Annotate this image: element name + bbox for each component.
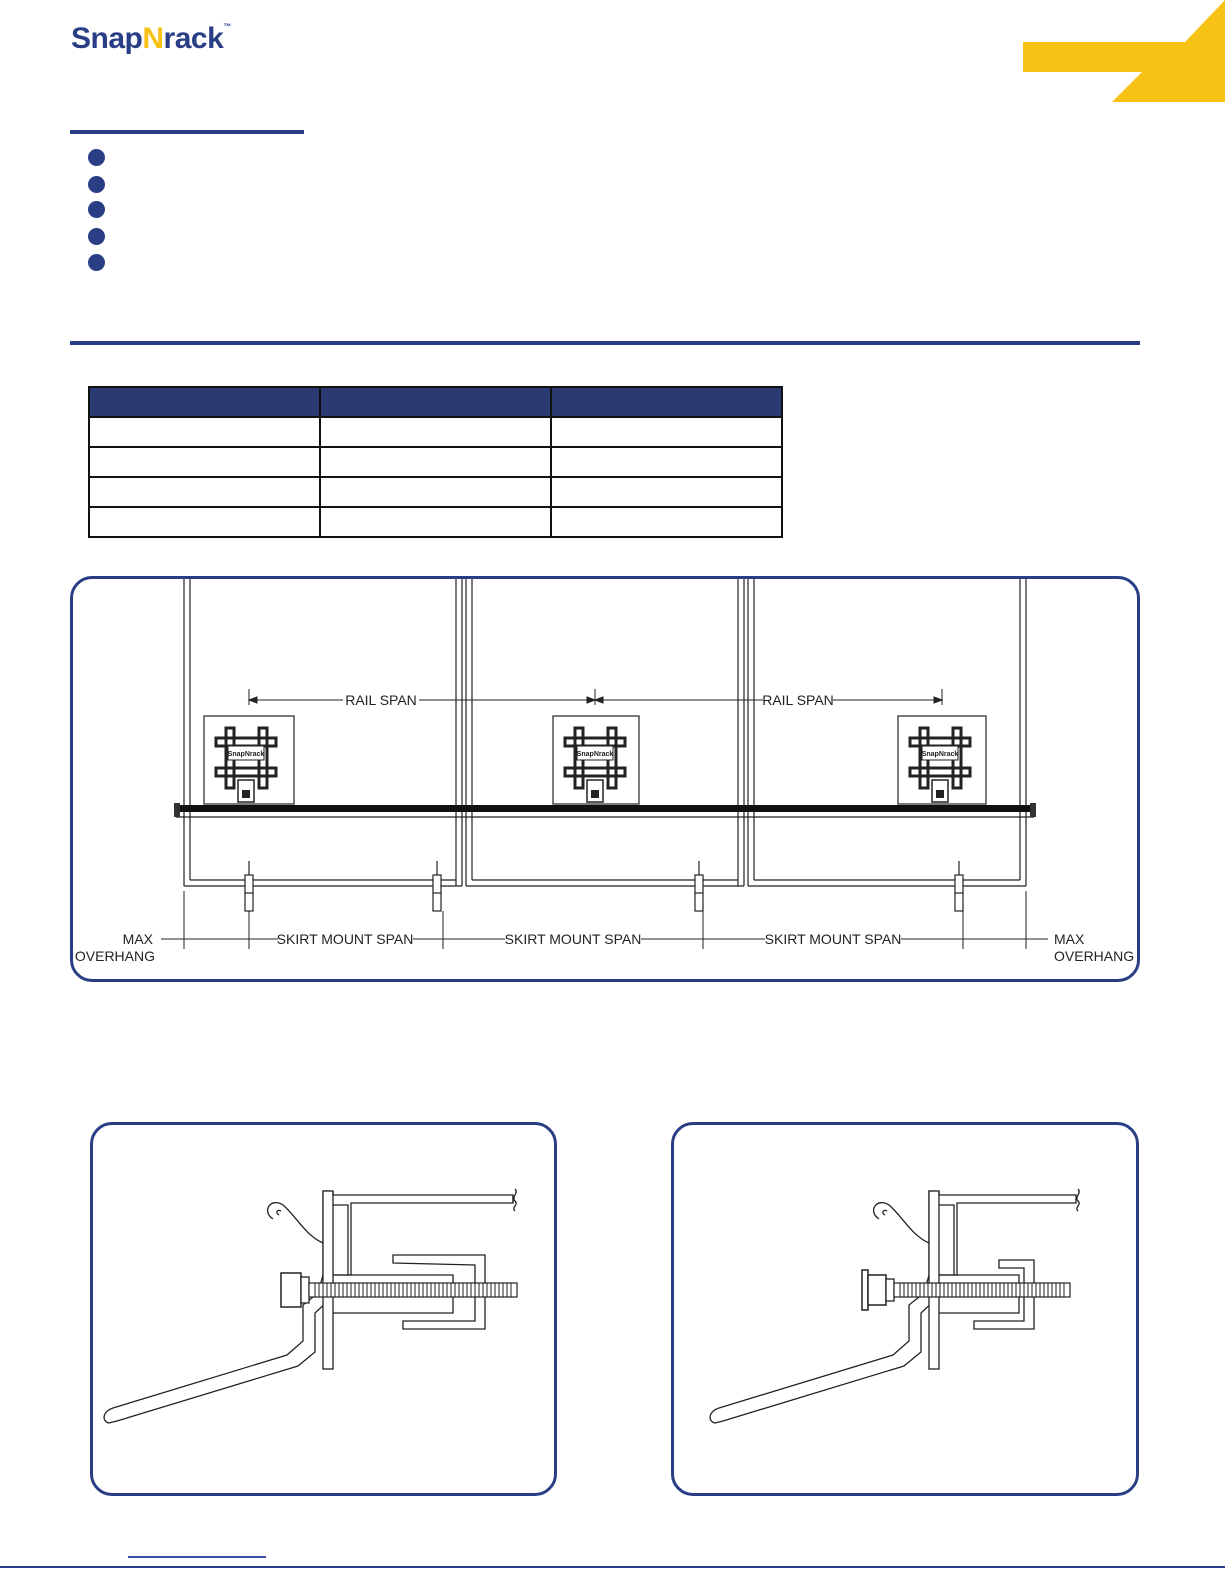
bullet-point-3 [88, 201, 105, 218]
table-cell [89, 447, 320, 477]
table-cell [320, 507, 551, 537]
table-header-row [89, 387, 782, 417]
logo-suffix: rack [163, 22, 224, 55]
skirt-clamp-drawing [674, 1125, 1136, 1493]
table-cell [551, 507, 782, 537]
table-cell [551, 477, 782, 507]
roof-attachment-bracket-1 [204, 716, 294, 804]
section-header-rule [70, 130, 304, 134]
bullet-point-5 [88, 254, 105, 271]
skirt-mount-span-label: SKIRT MOUNT SPAN [276, 931, 414, 947]
logo-prefix: Snap [71, 22, 143, 55]
logo-n: N [142, 22, 164, 55]
max-overhang-label: OVERHANG [1054, 948, 1135, 964]
skirt-clamp-detail-left [90, 1122, 557, 1496]
bolt [862, 1270, 1070, 1310]
skirt-clamp-drawing [93, 1125, 554, 1493]
table-cell [551, 447, 782, 477]
table-header-cell [89, 387, 320, 417]
bullet-point-4 [88, 228, 105, 245]
table-cell [89, 507, 320, 537]
table-row [89, 477, 782, 507]
footer-rule [0, 1566, 1225, 1568]
rail-span-diagram-frame [70, 576, 1140, 982]
table-cell [320, 417, 551, 447]
table-header-cell [551, 387, 782, 417]
bullet-point-2 [88, 176, 105, 193]
bracket-logo: SnapNrack [921, 751, 959, 758]
table-header-cell [320, 387, 551, 417]
table-cell [320, 477, 551, 507]
span-table [88, 386, 783, 538]
rail-span-label: RAIL SPAN [762, 692, 834, 708]
table-cell [89, 417, 320, 447]
table-row [89, 417, 782, 447]
table-cell [89, 477, 320, 507]
skirt-mount-span-label: SKIRT MOUNT SPAN [504, 931, 642, 947]
snapnrack-logo [71, 22, 231, 56]
mounting-rail [174, 803, 1036, 817]
roof-attachment-bracket-2 [553, 716, 639, 804]
rail-span-diagram [73, 579, 1137, 979]
table-row [89, 507, 782, 537]
rail-span-label: RAIL SPAN [345, 692, 417, 708]
table-row [89, 447, 782, 477]
logo-trademark: ™ [223, 22, 231, 31]
skirt-mount-span-label: SKIRT MOUNT SPAN [764, 931, 902, 947]
table-cell [551, 417, 782, 447]
max-overhang-label: MAX [122, 931, 153, 947]
bracket-logo: SnapNrack [227, 751, 265, 758]
yellow-corner-flag [1020, 0, 1225, 102]
max-overhang-label: MAX [1054, 931, 1085, 947]
max-overhang-label: OVERHANG [74, 948, 155, 964]
bullet-point-1 [88, 149, 105, 166]
roof-attachment-bracket-3 [898, 716, 986, 804]
table-cell [320, 447, 551, 477]
footer-link-underline[interactable] [128, 1556, 266, 1558]
skirt-clamp-detail-right [671, 1122, 1139, 1496]
section-divider [70, 341, 1140, 345]
bracket-logo: SnapNrack [576, 751, 614, 758]
